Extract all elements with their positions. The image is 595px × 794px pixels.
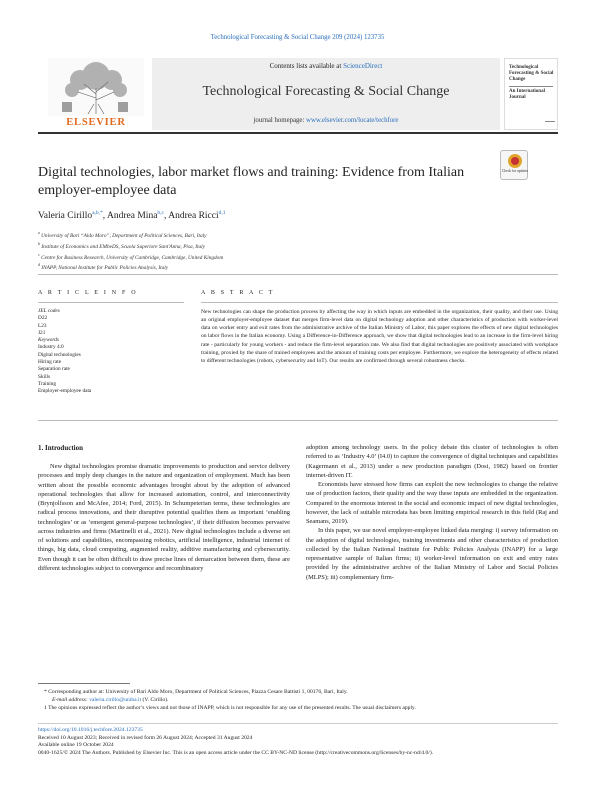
affiliation-item [38,240,518,251]
check-for-updates-badge[interactable] [500,150,528,180]
body-paragraph: adoption among technology users. In the policy debate this cluster of technologies is often referred to as ‘Industry 4.0’ (I4.0) to capture the convergence of digital techniques and capabilities (Kagermann et al., 2013) under a new production paradigm (Dosi, 1982) based on frontier internet-driven IT. [306,444,558,479]
author-affiliation-marker[interactable]: a,b,* [92,210,103,216]
article-info-heading: A R T I C L E I N F O [38,290,138,296]
affiliation-text: Centre for Business Research, University of Cambridge, Cambridge, United Kingdom [41,254,224,261]
affiliation-item [38,261,518,272]
article-info-rule [38,302,184,303]
affiliation-text: Institute of Economics and EMbeDS, Scuola Superiore Sant'Anna, Pisa, Italy [41,243,205,250]
affiliation-marker: b [38,240,40,246]
license-statement[interactable]: 0040-1625/© 2024 The Authors. Published by Elsevier Inc. This is an open access article under the CC BY-NC-ND license (http://creativecommons.org/licenses/by-nc-nd/4.0/). [38,749,434,756]
body-column-right [306,443,558,582]
journal-citation-line[interactable]: Technological Forecasting & Social Change 209 (2024) 123735 [210,34,385,41]
author-list: Valeria Cirillo$^{a,b,*}$, Andrea Mina$^{b,c}$, Andrea Ricci$^{d,1}$ [38,210,226,222]
cover-title: Technological Forecasting & Social Change [509,65,554,82]
author-name[interactable]: Valeria Cirillo [38,211,93,222]
affiliation-marker: a [38,230,40,235]
check-updates-icon [508,154,522,168]
keyword: Employer-employee data [38,388,92,395]
author-name[interactable]: Andrea Ricci [168,211,219,222]
affiliation-item [38,251,518,262]
body-column-left [38,462,290,573]
cover-subtitle: An International Journal [509,89,545,100]
abstract-heading: A B S T R A C T [201,290,275,296]
body-paragraph: Economists have stressed how firms can exploit the new technologies to change the relative use of production factors, their quality and the way these inputs are embedded in the organization. Compared to the enormous interest in the social and economic impact of new digital technologies, however, the lack of suitable microdata has been limiting empirical research in this field (Raj and Seamans, 2019). [306,481,558,525]
jel-label: JEL codes [38,308,60,314]
homepage-link[interactable]: www.elsevier.com/locate/techfore [306,117,399,124]
abstract-text: New technologies can shape the production process by affecting the way in which inputs are embedded in the organization, their quality, and their use. Using an original employer-employee dataset that merges firm-level data on digital technology adoption and other characteristics of production with worker-level data on worker entry and exit rates from the administrative archive of the Italian Ministry of Labor, this paper explores the effects of new digital technologies on labor flows in the Italian economy. Using a Difference-in-Difference approach, we show that digital technologies lead to an increase in the firm-level hiring rate - particularly for young workers - and reduce the firm-level separation rate. We also find that digital technologies are positively associated with workplace training, proxied by the share of trained employees and the amount of training costs per employee. Furthermore, we explore the heterogeneity of effects related to different technologies (robots, cybersecurity and IoT). Our results are confirmed through several robustness checks. [201,309,558,364]
contents-available-line [152,62,500,70]
cover-divider [509,86,553,87]
jel-code: J21 [38,329,46,336]
email-link[interactable]: valeria.cirillo@uniba.it [89,697,142,703]
elsevier-wordmark: ELSEVIER [66,117,126,128]
contents-prefix: Contents lists available at [269,62,344,70]
pubinfo-rule [38,723,558,724]
journal-homepage-line [152,117,500,124]
elsevier-logo [40,58,152,130]
affiliation-marker: d [38,262,40,268]
sciencedirect-link[interactable]: ScienceDirect [343,62,383,70]
corresponding-author-note: * Corresponding author at: University of Bari Aldo Moro, Department of Political Sciences, Piazza Cesare Battisti 1, 00176, Bari, Italy. [44,689,348,695]
body-rule [38,420,558,421]
check-updates-label: Check for updates [501,169,529,173]
body-paragraph: New digital technologies promise dramatic improvements to production and service delivery processes and imply deep changes in the nature and organization of employment. Much has been written about the possible economic advantages brought about by the adoption of advanced operational technologies that allow for increased automation, control, and interconnectivity (Brynjolfsson and McAfee, 2014; Ford, 2015). In Schumpeterian terms, these technologies are radical process innovations, and their disruptive potential qualifies them as important ‘enabling technologies’ or as ‘emergent general-purpose technologies’, if their diffusion becomes pervasive across industries and firms (Martinelli et al., 2021). New digital technologies include a diverse set of solutions and capabilities, encompassing robotics, artificial intelligence, industrial internet of things, big data, cloud computing, augmented reality, additive manufacturing and cybersecurity. Even though it can be often difficult to draw precise lines of demarcation between them, these are different technologies subject to convergence and recombinatory [38,463,290,572]
affiliation-list [38,229,518,272]
email-suffix: (V. Cirillo). [141,697,169,703]
introduction-heading: 1. Introduction [38,444,83,452]
affiliation-item [38,229,518,240]
keyword: Hiring rate [38,359,62,366]
body-paragraph: In this paper, we use novel employer-employee linked data merging: i) survey information on the adoption of digital technologies, training investments and other characteristics of production collected by the Italian National Institute for Public Policies Analysis (INAPP) for a large representative sample of Italian firms; ii) worker-level information on exit and entry rates provided by the administrative archive of the Italian Ministry of Labor and Social Policies (MLPS); iii) complementary firm- [306,527,558,581]
jel-code: L23 [38,322,47,329]
abstract-rule [201,302,558,303]
affiliation-text: INAPP, National Institute for Public Policies Analysis, Italy [41,265,169,272]
doi-link[interactable]: https://doi.org/10.1016/j.techfore.2024.123735 [38,727,143,733]
article-info-body [38,308,188,396]
keyword: Separation rate [38,366,70,373]
section-rule [38,274,558,275]
keyword: Training [38,380,57,387]
email-line [38,696,558,704]
author-name[interactable]: Andrea Mina [107,211,158,222]
homepage-prefix: journal homepage: [253,117,307,124]
cover-mark [545,121,555,122]
available-online: Available online 19 October 2024 [38,742,114,749]
received-dates: Received 10 August 2023; Received in revised form 26 August 2024; Accepted 31 August 2024 [38,734,253,741]
header-rule [38,132,558,134]
author-affiliation-marker[interactable]: d,1 [218,210,226,216]
affiliation-text: University of Bari “Aldo Moro”, Department of Political Sciences, Bari, Italy [41,232,207,239]
keywords-label: Keywords [38,337,59,344]
author-affiliation-marker[interactable]: b,c [157,210,164,216]
footnotes [38,688,558,712]
affiliation-marker: c [38,251,40,257]
footnote-rule [38,683,130,684]
jel-code: D22 [38,315,48,322]
disclaimer-note: 1 The opinions expressed reflect the author’s views and not those of INAPP, which is not responsible for any use of the presented results. The usual disclaimers apply. [44,705,416,711]
keyword: Skills [38,373,51,380]
email-label: E-mail address: [52,697,90,703]
keyword: Industry 4.0 [38,344,64,351]
keyword: Digital technologies [38,351,81,358]
article-title: Digital technologies, labor market flows and training: Evidence from Italian employer-employee data [38,165,465,198]
journal-cover-thumbnail[interactable] [504,58,558,130]
journal-title: Technological Forecasting & Social Change [202,84,450,99]
publication-info [38,727,558,757]
elsevier-tree-icon [48,58,144,116]
